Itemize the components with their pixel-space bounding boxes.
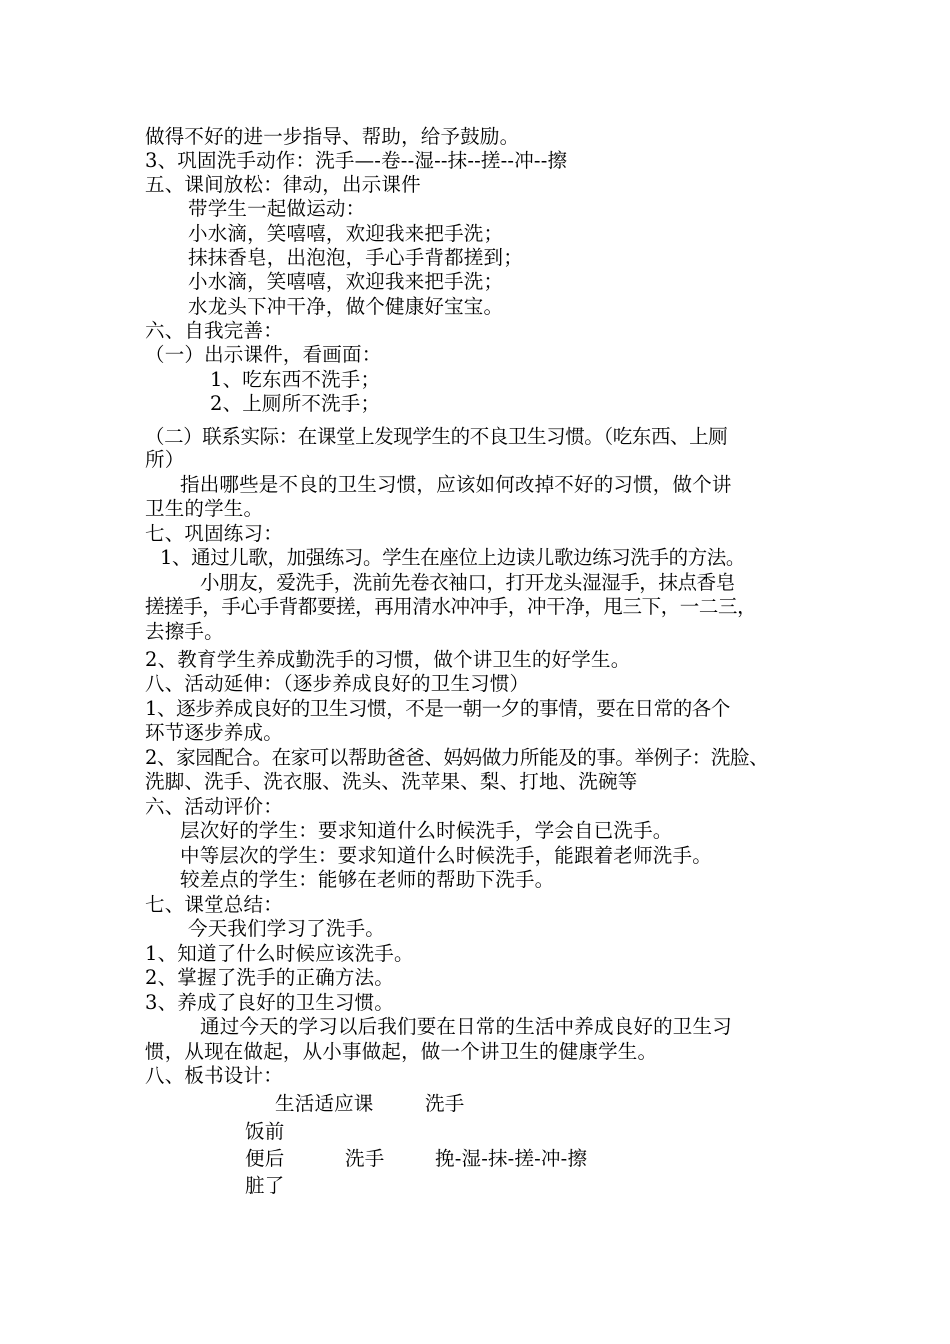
text-line: 小朋友，爱洗手，洗前先卷衣袖口，打开龙头湿湿手，抹点香皂 (200, 571, 735, 594)
text-line: 较差点的学生：能够在老师的帮助下洗手。 (180, 868, 555, 891)
list-item: 2、掌握了洗手的正确方法。 (145, 966, 395, 989)
text-line: 今天我们学习了洗手。 (188, 917, 386, 940)
text-line: 2、教育学生养成勤洗手的习惯，做个讲卫生的好学生。 (145, 648, 631, 671)
section-heading: 七、巩固练习： (145, 522, 283, 545)
section-heading: 五、课间放松：律动，出示课件 (145, 173, 421, 196)
text-line: （二）联系实际：在课堂上发现学生的不良卫生习惯。（吃东西、上厕 (145, 425, 728, 448)
text-line: 层次好的学生：要求知道什么时候洗手，学会自已洗手。 (180, 819, 673, 842)
board-time-item: 饭前 (245, 1120, 285, 1143)
text-line: 2、家园配合。在家可以帮助爸爸、妈妈做力所能及的事。举例子：洗脸、 (145, 746, 769, 769)
section-heading: 七、课堂总结： (145, 893, 283, 916)
rhyme-line: 小水滴，笑嘻嘻，欢迎我来把手洗； (188, 222, 504, 245)
text-line: 卫生的学生。 (145, 497, 264, 520)
text-line: 1、逐步养成良好的卫生习惯，不是一朝一夕的事情，要在日常的各个 (145, 697, 731, 720)
board-steps: 挽-湿-抹-搓-冲-擦 (435, 1147, 588, 1170)
text-line: （一）出示课件，看画面： (145, 343, 382, 366)
text-line: 3、巩固洗手动作：洗手—-卷--湿--抹--搓--冲--擦 (145, 149, 568, 172)
text-line: 带学生一起做运动： (188, 197, 366, 220)
rhyme-line: 水龙头下冲干净，做个健康好宝宝。 (188, 295, 504, 318)
text-line: 环节逐步养成。 (145, 721, 283, 744)
board-action: 洗手 (345, 1147, 385, 1170)
text-line: 洗脚、洗手、洗衣服、洗头、洗苹果、梨、打地、洗碗等 (145, 770, 638, 793)
text-line: 中等层次的学生：要求知道什么时候洗手，能跟着老师洗手。 (180, 844, 712, 867)
section-heading: 八、活动延伸：（逐步养成良好的卫生习惯） (145, 672, 530, 695)
section-heading: 六、自我完善： (145, 319, 283, 342)
text-line: 做得不好的进一步指导、帮助，给予鼓励。 (145, 125, 520, 148)
text-line: 指出哪些是不良的卫生习惯，应该如何改掉不好的习惯，做个讲 (180, 473, 732, 496)
board-title: 生活适应课 (275, 1092, 374, 1115)
section-heading: 六、活动评价： (145, 795, 283, 818)
rhyme-line: 抹抹香皂，出泡泡，手心手背都搓到； (188, 246, 523, 269)
list-item: 3、养成了良好的卫生习惯。 (145, 991, 395, 1014)
board-time-item: 便后 (245, 1147, 285, 1170)
list-item: 1、吃东西不洗手； (210, 368, 381, 391)
list-item: 1、知道了什么时候应该洗手。 (145, 942, 414, 965)
list-item: 2、上厕所不洗手； (210, 392, 381, 415)
board-subject: 洗手 (425, 1092, 465, 1115)
text-line: 惯，从现在做起，从小事做起，做一个讲卫生的健康学生。 (145, 1040, 658, 1063)
rhyme-line: 小水滴，笑嘻嘻，欢迎我来把手洗； (188, 270, 504, 293)
text-line: 1、通过儿歌，加强练习。学生在座位上边读儿歌边练习洗手的方法。 (160, 546, 746, 569)
text-line: 搓搓手，手心手背都要搓，再用清水冲冲手，冲干净，甩三下，一二三， (145, 595, 757, 618)
text-line: 去擦手。 (145, 620, 224, 643)
board-time-item: 脏了 (245, 1174, 285, 1197)
text-line: 通过今天的学习以后我们要在日常的生活中养成良好的卫生习 (200, 1015, 732, 1038)
section-heading: 八、板书设计： (145, 1064, 283, 1087)
text-line: 所） (145, 448, 185, 471)
